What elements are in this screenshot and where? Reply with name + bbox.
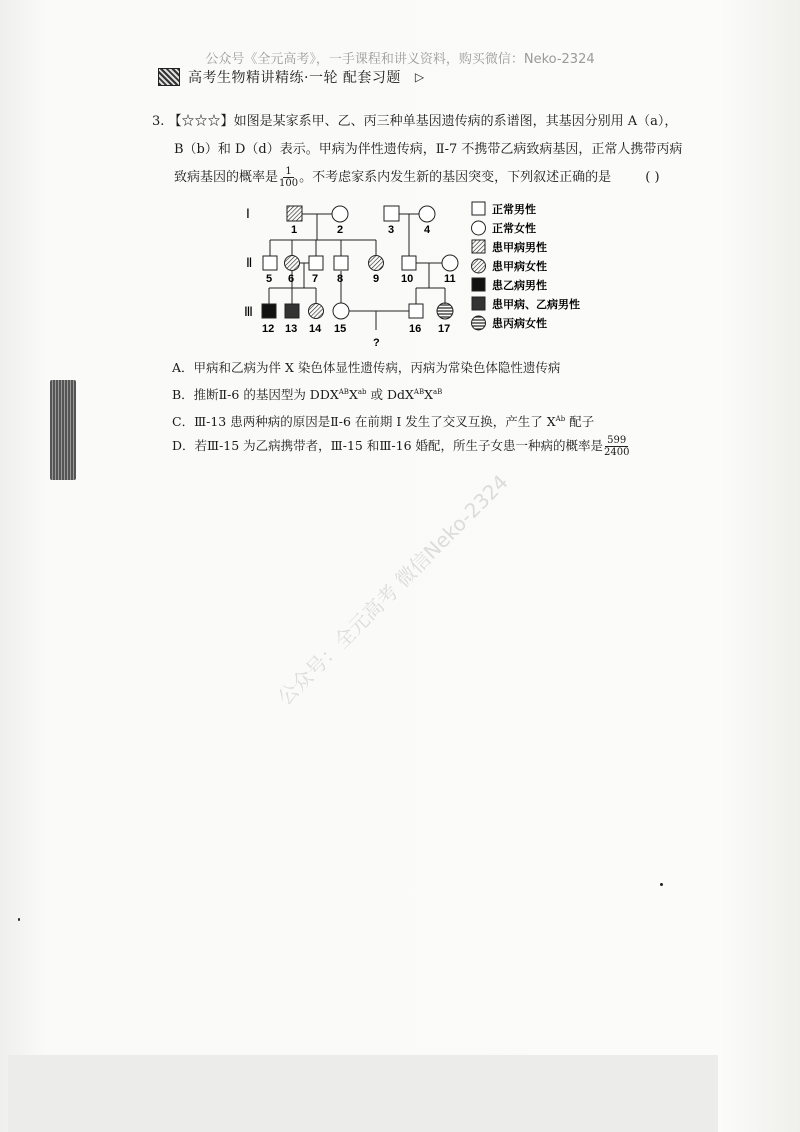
- page-header: [158, 66, 424, 88]
- individual-7: [309, 256, 323, 270]
- question-number: 3.: [152, 114, 165, 129]
- option-d-text: D．若Ⅲ-15 为乙病携带者，Ⅲ-15 和Ⅲ-16 婚配，所生子女患一种病的概率是: [172, 438, 603, 454]
- individual-12: [262, 304, 276, 318]
- legend-label: 患甲病女性: [492, 260, 547, 273]
- generation-label: Ⅲ: [244, 304, 253, 319]
- probability-fraction: [279, 166, 298, 189]
- scan-speck: [18, 918, 20, 921]
- question-text-3a: 致病基因的概率是: [174, 170, 279, 185]
- individual-number: 11: [444, 273, 456, 285]
- individual-number: 12: [262, 323, 275, 335]
- individual-number: 7: [312, 273, 319, 285]
- legend-disease-b-male-icon: [472, 278, 485, 291]
- legend-label: 正常男性: [492, 203, 536, 216]
- option-b-text: X: [348, 387, 358, 403]
- option-c-text: C．Ⅲ-13 患两种病的原因是Ⅱ-6 在前期 I 发生了交叉互换，产生了 X: [172, 414, 556, 430]
- individual-number: 8: [337, 273, 344, 285]
- individual-14: [309, 304, 324, 319]
- legend-disease-a-male-icon: [472, 240, 485, 253]
- answer-blank: ( ): [645, 170, 660, 185]
- option-d-fraction: [604, 435, 629, 458]
- individual-number: 10: [401, 273, 414, 285]
- question-text-3b: 。不考虑家系内发生新的基因突变，下列叙述正确的是: [299, 170, 612, 185]
- individual-number: 2: [337, 224, 344, 236]
- individual-15: [333, 303, 349, 319]
- fraction-numerator: 1: [285, 166, 292, 177]
- individual-4: [419, 206, 435, 222]
- individual-number: 17: [438, 323, 451, 335]
- legend-label: 正常女性: [492, 222, 536, 235]
- footer-band: [8, 1055, 718, 1132]
- option-c: [172, 407, 672, 434]
- individual-1: [287, 206, 302, 221]
- superscript: aB: [433, 388, 443, 396]
- unknown-offspring: ?: [373, 337, 380, 349]
- side-tab: [50, 380, 76, 480]
- fraction-denominator: 100: [279, 178, 299, 189]
- individual-number: 14: [309, 323, 322, 335]
- pedigree-svg: [240, 196, 600, 356]
- question-stem: [152, 108, 682, 192]
- option-b-text: 或 DdX: [366, 387, 414, 403]
- superscript: AB: [338, 388, 349, 396]
- individual-9: [369, 256, 384, 271]
- individual-number: 6: [288, 273, 295, 285]
- individual-number: 5: [266, 273, 273, 285]
- superscript: AB: [413, 388, 425, 396]
- legend-label: 患丙病女性: [492, 317, 547, 330]
- triangle-icon: ▷: [414, 70, 425, 84]
- individual-number: 13: [285, 323, 298, 335]
- individual-number: 15: [334, 323, 347, 335]
- individual-number: 9: [373, 273, 380, 285]
- legend-label: 患甲病、乙病男性: [492, 298, 580, 311]
- answer-options: [172, 356, 672, 458]
- book-logo-icon: [158, 68, 180, 86]
- option-d: [172, 434, 672, 458]
- option-c-text: 配子: [565, 414, 595, 430]
- generation-label: Ⅱ: [246, 255, 253, 270]
- question-text-1: 如图是某家系甲、乙、丙三种单基因遗传病的系谱图，其基因分别用 A（a），: [233, 114, 678, 129]
- pedigree-chart: [240, 196, 600, 356]
- legend-normal-male-icon: [472, 202, 485, 215]
- superscript: Ab: [555, 415, 566, 424]
- question-line-2: B（b）和 D（d）表示。甲病为伴性遗传病，Ⅱ-7 不携带乙病致病基因，正常人携带丙病: [174, 142, 683, 157]
- legend-disease-a-female-icon: [472, 259, 486, 273]
- option-b-text: B．推断Ⅱ-6 的基因型为 DDX: [172, 387, 339, 403]
- question-line-3: [152, 164, 682, 192]
- watermark: 公众号：全元高考 微信Neko-2324: [272, 469, 513, 710]
- legend-disease-ab-male-icon: [472, 297, 485, 310]
- individual-10: [402, 256, 416, 270]
- individual-5: [263, 256, 277, 270]
- individual-number: 16: [409, 323, 422, 335]
- scan-speck: [660, 883, 663, 886]
- individual-8: [334, 256, 348, 270]
- option-a: A．甲病和乙病为伴 X 染色体显性遗传病，丙病为常染色体隐性遗传病: [172, 360, 561, 375]
- individual-2: [332, 206, 348, 222]
- generation-label: Ⅰ: [246, 206, 250, 221]
- legend-label: 患乙病男性: [492, 279, 547, 292]
- footer-text: 公众号《全元高考》，一手课程和讲义资料，购买微信：Neko-2324: [205, 52, 595, 67]
- individual-11: [442, 255, 458, 271]
- individual-13: [285, 304, 299, 318]
- option-b: [172, 380, 672, 407]
- individual-number: 3: [388, 224, 395, 236]
- legend-disease-c-female-icon: [472, 316, 486, 330]
- individual-6: [285, 256, 300, 271]
- difficulty-stars: 【☆☆☆】: [168, 114, 234, 129]
- question-line-1: [152, 108, 682, 136]
- legend-label: 患甲病男性: [492, 241, 547, 254]
- option-b-text: X: [424, 387, 433, 403]
- individual-number: 1: [291, 224, 298, 236]
- superscript: ab: [357, 388, 367, 396]
- individual-16: [409, 304, 423, 318]
- legend-normal-female-icon: [472, 221, 486, 235]
- individual-number: 4: [424, 224, 431, 236]
- fraction-denominator: 2400: [604, 447, 630, 459]
- fraction-numerator: 599: [607, 435, 627, 447]
- individual-17: [437, 303, 453, 319]
- individual-3: [384, 206, 399, 221]
- header-title: 高考生物精讲精练·一轮 配套习题: [188, 70, 401, 86]
